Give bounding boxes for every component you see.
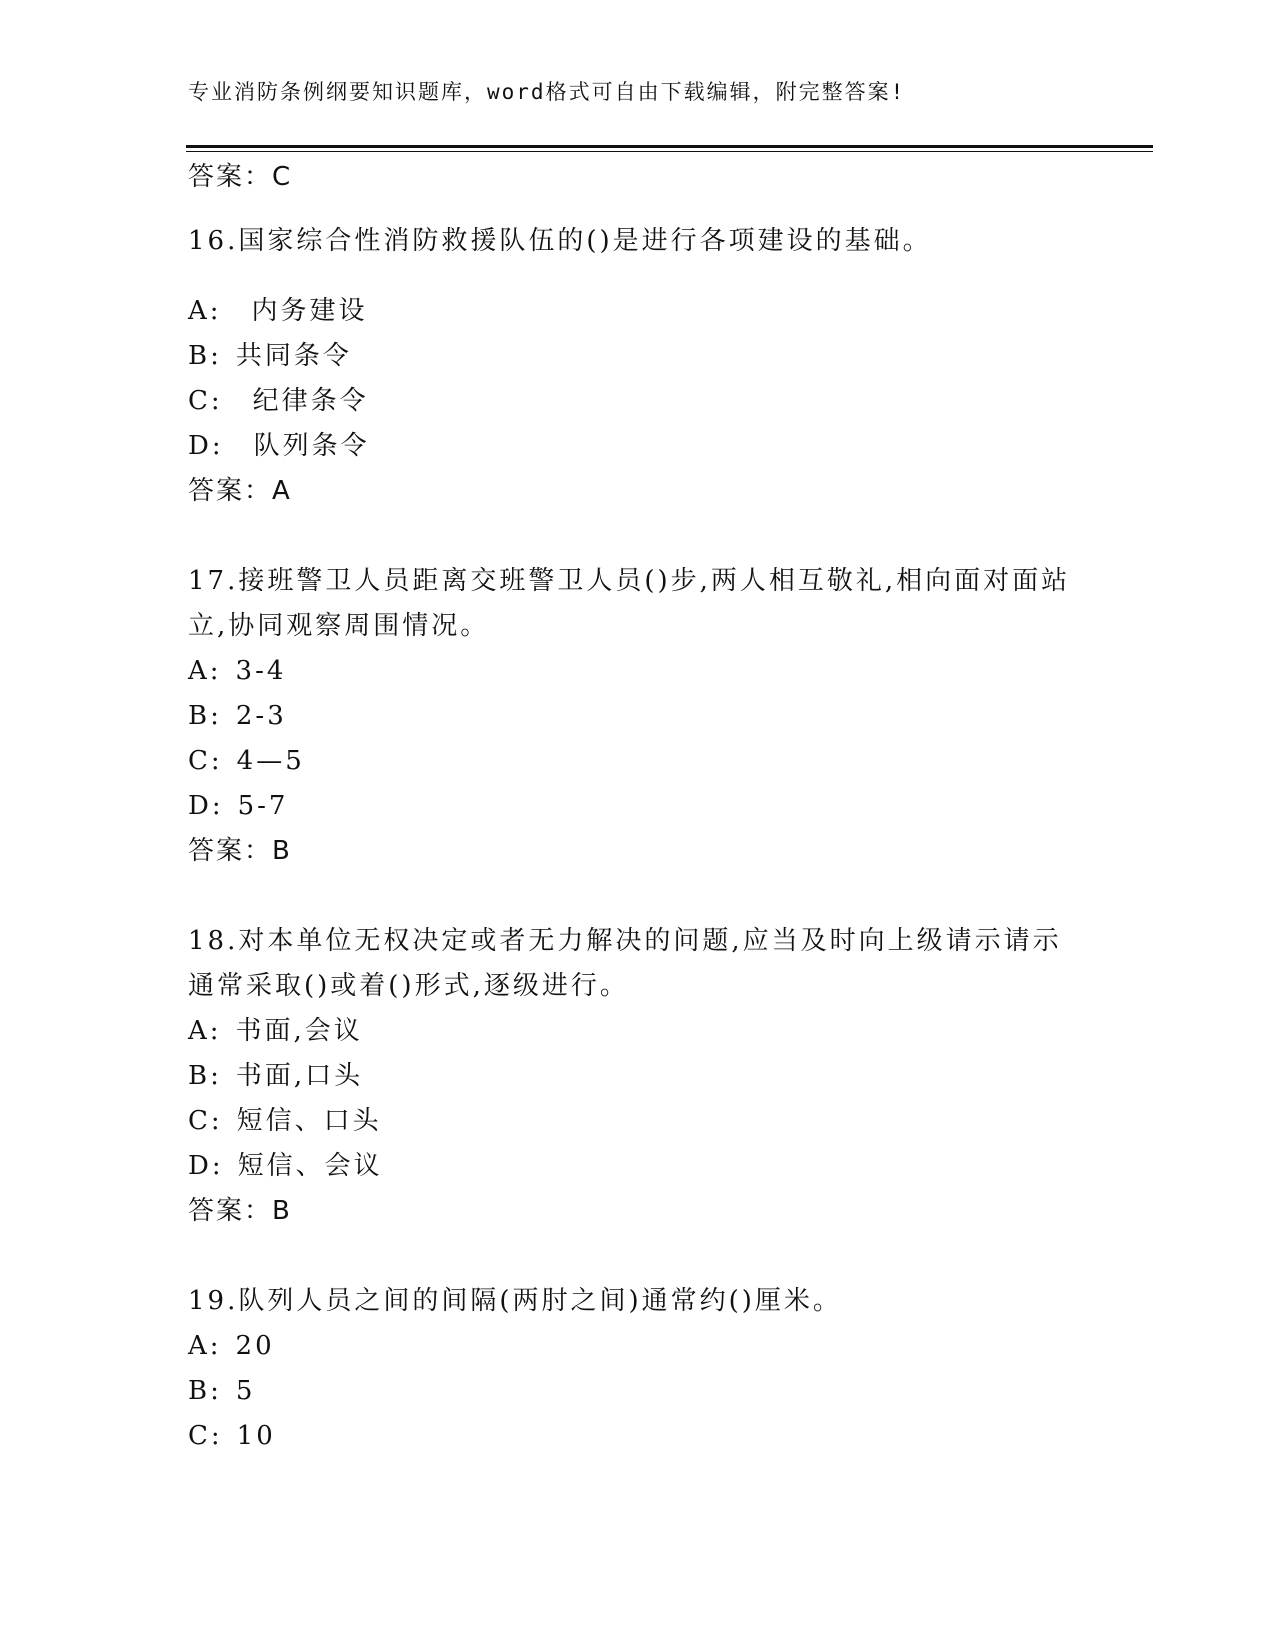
option-key: A: <box>188 1331 222 1361</box>
question-18-answer: 答案：B <box>188 1196 292 1226</box>
option-text: 10 <box>236 1421 276 1451</box>
question-18-stem-line-1: 18.对本单位无权决定或者无力解决的问题,应当及时向上级请示请示 <box>188 926 1062 956</box>
question-18-option-a <box>188 1015 363 1047</box>
option-key: C: <box>188 1421 223 1451</box>
option-key: C: <box>188 386 223 416</box>
question-16-option-d <box>188 430 370 462</box>
option-text: 纪律条令 <box>252 386 369 416</box>
option-key: C: <box>188 1106 223 1136</box>
question-16-stem: 16.国家综合性消防救援队伍的()是进行各项建设的基础。 <box>188 226 932 256</box>
option-key: B: <box>188 1376 222 1406</box>
option-text: 短信、口头 <box>236 1106 382 1136</box>
option-text: 书面,口头 <box>235 1061 364 1091</box>
question-17-option-a <box>188 655 286 687</box>
option-text: 短信、会议 <box>237 1151 383 1181</box>
question-19-stem: 19.队列人员之间的间隔(两肘之间)通常约()厘米。 <box>188 1286 842 1316</box>
option-text: 2-3 <box>235 701 287 731</box>
option-text: 4—5 <box>236 746 305 776</box>
question-19-option-a <box>188 1330 275 1362</box>
option-text: 内务建设 <box>251 296 368 326</box>
question-16-answer: 答案：A <box>188 476 292 506</box>
question-19-option-c <box>188 1420 276 1452</box>
option-key: D: <box>188 1151 224 1181</box>
question-18-stem-line-2: 通常采取()或着()形式,逐级进行。 <box>188 971 629 1001</box>
option-key: C: <box>188 746 223 776</box>
question-18-option-c <box>188 1105 382 1137</box>
option-text: 共同条令 <box>235 341 352 371</box>
question-19-option-b <box>188 1375 255 1407</box>
option-key: B: <box>188 341 222 371</box>
option-key: B: <box>188 701 222 731</box>
question-16-option-b <box>188 340 352 372</box>
header-rule-thick <box>186 145 1153 148</box>
question-16-option-c <box>188 385 369 417</box>
option-key: D: <box>188 431 224 461</box>
option-text: 5 <box>235 1376 256 1406</box>
question-17-answer: 答案：B <box>188 836 292 866</box>
question-17-option-b <box>188 700 287 732</box>
option-key: A: <box>188 656 222 686</box>
question-17-option-d <box>188 790 288 822</box>
question-18-option-b <box>188 1060 363 1092</box>
option-key: A: <box>188 1016 222 1046</box>
option-text: 3-4 <box>235 656 287 686</box>
option-key: A: <box>188 296 222 326</box>
question-17-option-c <box>188 745 305 777</box>
option-text: 队列条令 <box>253 431 370 461</box>
option-text: 5-7 <box>237 791 289 821</box>
previous-answer: 答案：C <box>188 162 293 192</box>
header-rule-thin <box>186 151 1153 152</box>
question-17-stem-line-1: 17.接班警卫人员距离交班警卫人员()步,两人相互敬礼,相向面对面站 <box>188 566 1071 596</box>
page-header: 专业消防条例纲要知识题库，word格式可自由下载编辑，附完整答案! <box>188 80 906 104</box>
option-key: D: <box>188 791 224 821</box>
option-text: 20 <box>235 1331 275 1361</box>
option-text: 书面,会议 <box>235 1016 363 1046</box>
option-key: B: <box>188 1061 222 1091</box>
question-17-stem-line-2: 立,协同观察周围情况。 <box>188 611 490 641</box>
question-18-option-d <box>188 1150 383 1182</box>
question-16-option-a <box>188 295 368 327</box>
